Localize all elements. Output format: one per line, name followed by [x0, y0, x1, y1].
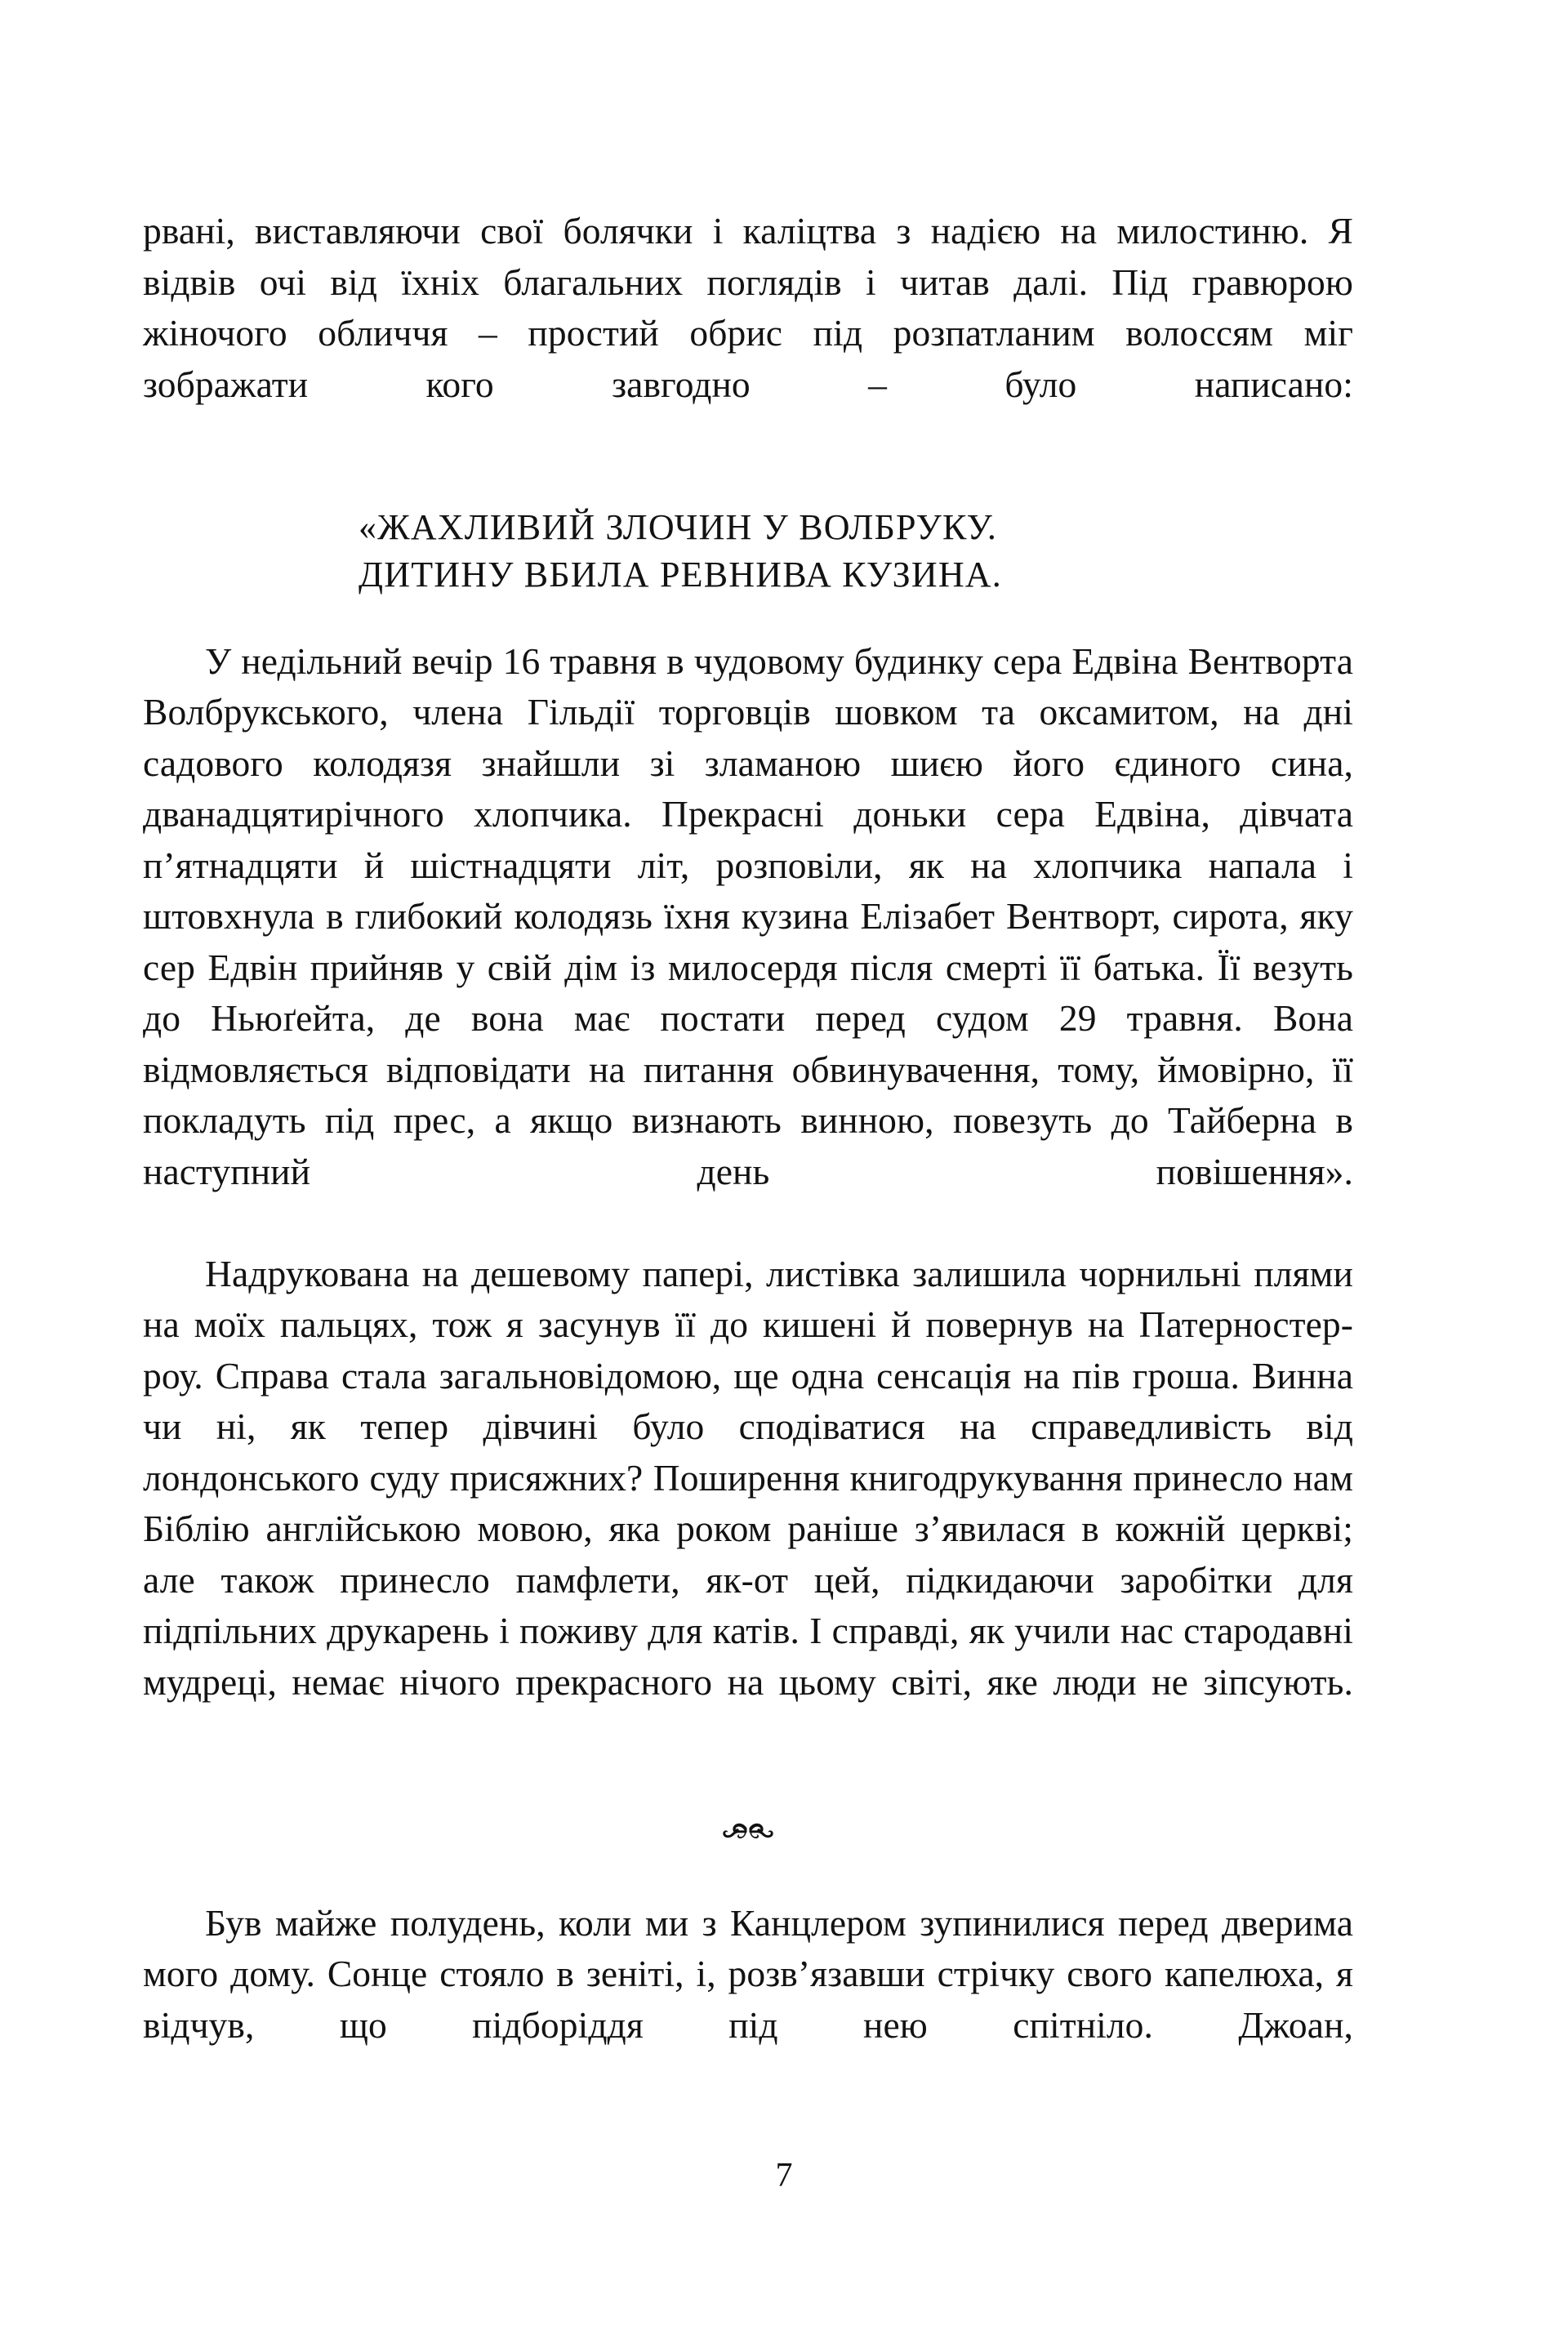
fleuron-divider-icon: [143, 1805, 1353, 1862]
paragraph-news-report: У недільний вечір 16 травня в чудовому будинку сера Едвіна Вентворта Волбрукського, члена Гільдії торговців шовком та оксамитом, на дні садового колодязя знайшли зі зламаною шиєю його єдиного сина, дванадцятирічного хлопчика. Прекрасні доньки сера Едвіна, дівчата п’ятнадцяти й шістнадцяти літ, розповіли, як на хлопчика напала і штовхнула в глибокий колодязь їхня кузина Елізабет Вентворт, сирота, яку сер Едвін прийняв у свій дім із милосердя після смерті її батька. Її везуть до Ньюґейта, де вона має постати перед судом 29 травня. Вона відмовляється відповідати на питання обвинувачення, тому, ймовірно, її покладуть під прес, а якщо визнають винною, повезуть до Тайберна в наступний день повішення».: [143, 639, 1353, 1192]
news-headline: [143, 504, 1353, 599]
paragraph-final: Був майже полудень, коли ми з Канцлером зупинилися перед дверима мого дому. Сонце стояло в зеніті, і, розв’язавши стрічку свого капелюха, я відчув, що підборіддя під нею спітніло. Джоан,: [143, 1901, 1353, 2046]
headline-line-2: ДИТИНУ ВБИЛА РЕВНИВА КУЗИНА.: [359, 554, 1002, 595]
headline-line-1: «ЖАХЛИВИЙ ЗЛОЧИН У ВОЛБРУКУ.: [359, 506, 998, 547]
page-number: 7: [775, 2157, 793, 2194]
text-column: [143, 206, 1353, 2102]
paragraph-reflection: Надрукована на дешевому папері, листівка залишила чорнильні плями на моїх пальцях, тож я засунув її до кишені й повернув на Патерностер-роу. Справа стала загальновідомою, ще одна сенсація на пів гроша. Винна чи ні, як тепер дівчині було сподіватися на справедливість від лондонського суду присяжних? Поширення книгодрукування принесло нам Біблію англійською мовою, яка роком раніше з’явилася в кожній церкві; але також принесло памфлети, як-от цей, підкидаючи заробітки для підпільних друкарень і поживу для катів. І справді, як учили нас стародавні мудреці, немає нічого прекрасного на цьому світі, яке люди не зіпсують.: [143, 1252, 1353, 1703]
paragraph-continued: рвані, виставляючи свої болячки і каліцтва з надією на милостиню. Я відвів очі від їхніх благальних поглядів і читав далі. Під гравюрою жіночого обличчя – простий обрис під розпатланим волоссям міг зображати кого завгодно – було написано:: [143, 210, 1353, 405]
